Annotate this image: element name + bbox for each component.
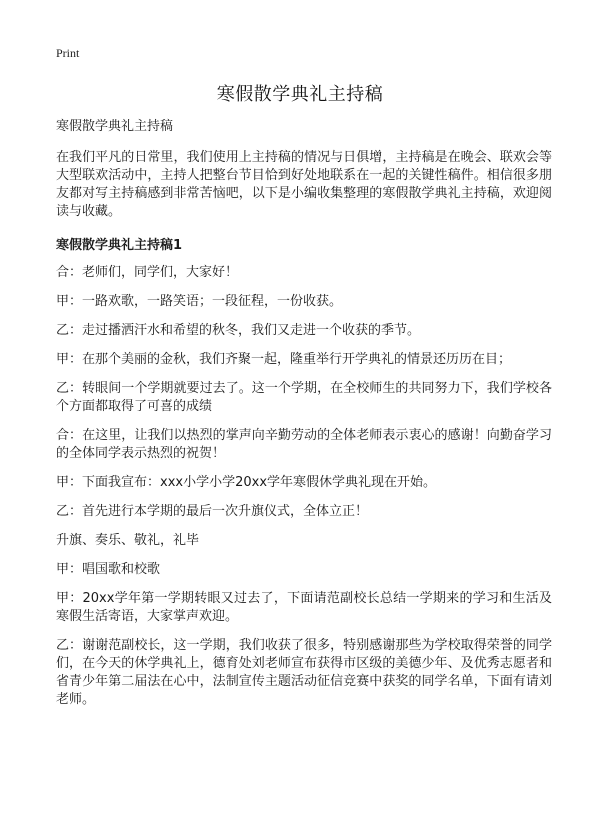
script-line: 甲：唱国歌和校歌 bbox=[56, 562, 161, 577]
script-line: 乙：转眼间一个学期就要过去了。这一个学期，在全校师生的共同努力下，我们学校各个方面都取得了可喜的成绩 bbox=[56, 381, 552, 414]
document-subtitle: 寒假散学典礼主持稿 bbox=[56, 119, 174, 134]
print-link[interactable]: Print bbox=[56, 46, 80, 60]
intro-paragraph: 在我们平凡的日常里，我们使用上主持稿的情况与日俱增，主持稿是在晚会、联欢会等大型联欢活动中，主持人把整台节目恰到好处地联系在一起的关键性稿件。相信很多朋友都对写主持稿感到非常苦恼吧，以下是小编收集整理的寒假散学典礼主持稿，欢迎阅读与收藏。 bbox=[56, 150, 552, 219]
script-line: 合：老师们，同学们，大家好！ bbox=[56, 265, 239, 280]
script-line: 合：在这里，让我们以热烈的掌声向辛勤劳动的全体老师表示衷心的感谢！向勤奋学习的全体同学表示热烈的祝贺！ bbox=[56, 428, 552, 461]
script-line: 甲：下面我宣布：xxx小学小学20xx学年寒假休学典礼现在开始。 bbox=[56, 475, 437, 490]
document-title: 寒假散学典礼主持稿 bbox=[216, 84, 384, 105]
script-line: 甲：20xx学年第一学期转眼又过去了，下面请范副校长总结一学期来的学习和生活及寒假生活寄语，大家掌声欢迎。 bbox=[56, 591, 552, 624]
script-line: 甲：在那个美丽的金秋，我们齐聚一起，隆重举行开学典礼的情景还历历在目； bbox=[56, 352, 512, 367]
script-line: 升旗、奏乐、敬礼，礼毕 bbox=[56, 533, 200, 548]
script-line: 乙：谢谢范副校长，这一学期，我们收获了很多，特别感谢那些为学校取得荣誉的同学们，在今天的休学典礼上，德育处刘老师宣布获得市区级的美德少年、及优秀志愿者和省青少年第二届法在心中，法制宣传主题活动征信竞赛中获奖的同学名单，下面有请刘老师。 bbox=[56, 638, 552, 707]
script-line: 乙：首先进行本学期的最后一次升旗仪式，全体立正！ bbox=[56, 504, 369, 519]
section-heading: 寒假散学典礼主持稿1 bbox=[56, 238, 183, 253]
script-line: 甲：一路欢歌，一路笑语；一段征程，一份收获。 bbox=[56, 294, 343, 309]
document-body bbox=[56, 118, 552, 720]
script-line: 乙：走过播洒汗水和希望的秋冬，我们又走进一个收获的季节。 bbox=[56, 323, 421, 338]
